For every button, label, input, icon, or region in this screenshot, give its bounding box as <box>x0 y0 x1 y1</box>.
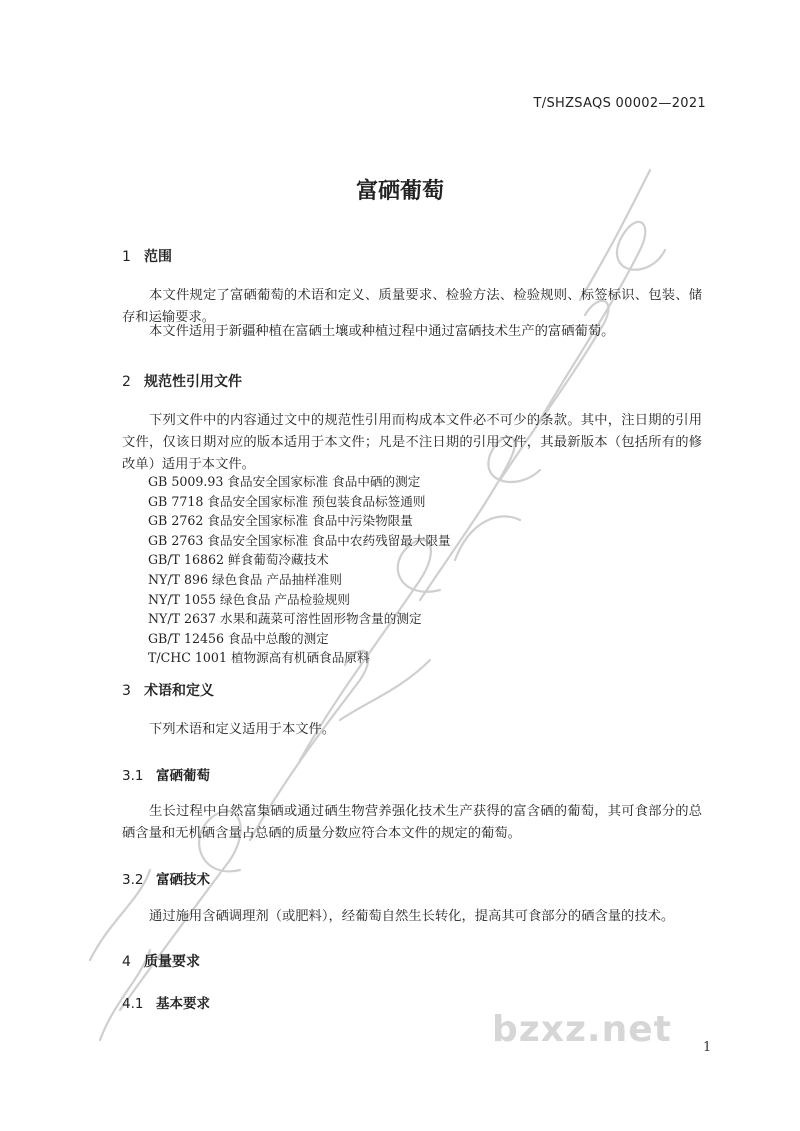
section-3-1-heading <box>122 764 210 784</box>
section-number: 3 <box>122 683 131 699</box>
section-1-paragraph-2: 本文件适用于新疆种植在富硒土壤或种植过程中通过富硒技术生产的富硒葡萄。 <box>149 324 615 339</box>
section-number: 4.1 <box>122 996 144 1012</box>
reference-item: NY/T 896 绿色食品 产品抽样准则 <box>148 571 342 587</box>
reference-item: GB 5009.93 食品安全国家标准 食品中硒的测定 <box>148 474 421 489</box>
reference-item: GB 2762 食品安全国家标准 食品中污染物限量 <box>148 513 413 529</box>
site-watermark: bzxz.net <box>492 1009 672 1050</box>
reference-item: NY/T 2637 水果和蔬菜可溶性固形物含量的测定 <box>148 611 422 627</box>
section-title: 富硒葡萄 <box>156 768 210 784</box>
reference-item: NY/T 1055 绿色食品 产品检验规则 <box>148 591 350 607</box>
section-number: 3.2 <box>122 872 144 888</box>
document-code: T/SHZSAQS 00002—2021 <box>533 96 706 111</box>
document-title: 富硒葡萄 <box>355 179 444 204</box>
section-2-paragraph-1: 下列文件中的内容通过文中的规范性引用而构成本文件必不可少的条款。其中，注日期的引用文件，仅该日期对应的版本适用于本文件；凡是不注日期的引用文件，其最新版本（包括所有的修改单）适用于本文件。 <box>122 413 702 472</box>
reference-item: GB 2763 食品安全国家标准 食品中农药残留最大限量 <box>148 532 451 548</box>
section-title: 规范性引用文件 <box>144 374 242 390</box>
section-title: 质量要求 <box>144 954 200 970</box>
section-number: 2 <box>122 374 131 390</box>
section-number: 4 <box>122 954 131 970</box>
section-2-heading <box>122 371 242 391</box>
section-number: 1 <box>122 249 131 265</box>
section-3-2-heading <box>122 868 210 888</box>
reference-item: GB/T 12456 食品中总酸的测定 <box>148 630 329 646</box>
section-3-1-paragraph-1: 生长过程中自然富集硒或通过硒生物营养强化技术生产获得的富含硒的葡萄，其可食部分的总硒含量和无机硒含量占总硒的质量分数应符合本文件的规定的葡萄。 <box>122 804 702 841</box>
section-3-2-paragraph-1: 通过施用含硒调理剂（或肥料），经葡萄自然生长转化，提高其可食部分的硒含量的技术。 <box>149 909 675 924</box>
section-3-heading <box>122 680 214 700</box>
section-title: 范围 <box>144 249 172 265</box>
reference-item: GB/T 16862 鲜食葡萄冷藏技术 <box>148 552 329 568</box>
section-4-1-heading <box>122 992 210 1012</box>
section-title: 富硒技术 <box>156 872 210 888</box>
section-4-heading <box>122 951 200 971</box>
section-1-paragraph-1: 本文件规定了富硒葡萄的术语和定义、质量要求、检验方法、检验规则、标签标识、包装、储存和运输要求。 <box>122 288 702 325</box>
section-number: 3.1 <box>122 768 144 784</box>
reference-item: T/CHC 1001 植物源高有机硒食品原料 <box>148 650 370 666</box>
section-title: 术语和定义 <box>144 683 214 699</box>
section-3-paragraph-1: 下列术语和定义适用于本文件。 <box>149 722 336 737</box>
reference-item: GB 7718 食品安全国家标准 预包装食品标签通则 <box>148 493 426 509</box>
normative-references-list <box>148 472 451 668</box>
section-1-heading <box>122 246 172 266</box>
page-number: 1 <box>703 1040 712 1055</box>
section-title: 基本要求 <box>156 996 210 1012</box>
